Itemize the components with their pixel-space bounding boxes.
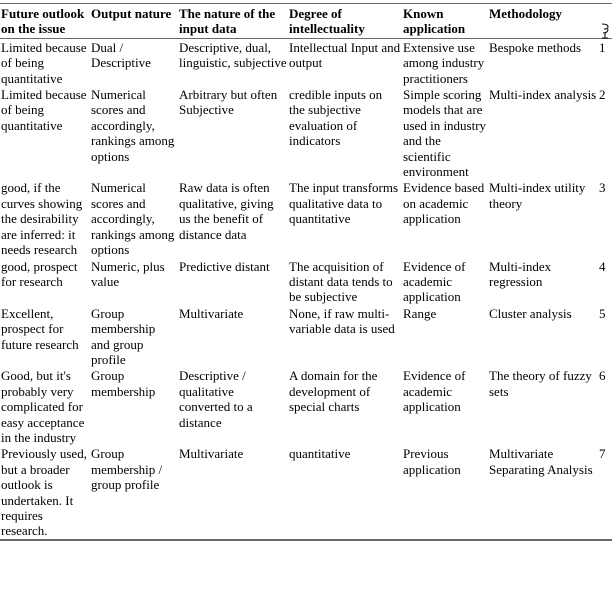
cell-input: Multivariate — [179, 305, 244, 321]
cell-output: Group membership — [91, 368, 156, 399]
cell-output: Numerical scores and accordingly, rankings among options — [91, 180, 175, 258]
header-row — [0, 4, 612, 39]
cell-intellectuality: A domain for the development of special charts — [289, 368, 378, 415]
cell-number: 2 — [599, 87, 606, 103]
cell-outlook: Excellent, prospect for future research — [1, 305, 79, 352]
cell-intellectuality: None, if raw multi-variable data is used — [289, 305, 395, 337]
cell-output: Numerical scores and accordingly, rankings among options — [91, 87, 175, 164]
cell-number: 4 — [599, 258, 606, 274]
cell-output: Dual / Descriptive — [91, 39, 151, 71]
cell-input: Descriptive, dual, linguistic, subjective — [179, 39, 287, 71]
cell-methodology: The theory of fuzzy sets — [489, 368, 592, 399]
row-number-glyph-icon — [600, 22, 610, 40]
cell-intellectuality: credible inputs on the subjective evaluation of indicators — [289, 87, 383, 149]
cell-intellectuality: The acquisition of distant data tends to be subjective — [289, 258, 393, 305]
cell-application: Evidence of academic application — [403, 258, 466, 305]
table-row — [0, 367, 612, 445]
cell-application: Previous application — [403, 446, 461, 477]
cell-methodology: Bespoke methods — [489, 39, 582, 55]
table-row — [0, 38, 612, 86]
cell-input: Raw data is often qualitative, giving us the benefit of distance data — [179, 180, 274, 242]
header-row-number — [599, 4, 612, 39]
cell-number: 6 — [599, 368, 606, 384]
header-input-data: The nature of the input data — [179, 6, 276, 37]
cell-application: Simple scoring models that are used in industry and the scientific environment — [403, 87, 487, 180]
cell-outlook: good, if the curves showing the desirability are inferred: it needs research — [1, 180, 83, 258]
cell-outlook: Limited because of being quantitative — [1, 87, 87, 133]
cell-output: Numeric, plus value — [91, 258, 165, 289]
table-row — [0, 179, 612, 257]
header-output-nature: Output nature — [91, 6, 172, 21]
cell-number: 1 — [599, 39, 606, 55]
cell-outlook: Limited because of being quantitative — [1, 39, 87, 86]
cell-outlook: good, prospect for research — [1, 258, 78, 289]
cell-methodology: Multi-index analysis — [489, 87, 597, 103]
cell-intellectuality: Intellectual Input and output — [289, 39, 401, 71]
methodology-comparison-table — [0, 3, 612, 541]
header-methodology: Methodology — [489, 6, 562, 21]
cell-input: Predictive distant — [179, 258, 270, 274]
cell-intellectuality: The input transforms qualitative data to quantitative — [289, 180, 399, 227]
cell-intellectuality: quantitative — [289, 446, 351, 462]
header-intellectuality: Degree of intellectuality — [289, 6, 365, 37]
cell-input: Multivariate — [179, 446, 244, 462]
cell-methodology: Multivariate Separating Analysis — [489, 446, 593, 477]
cell-application: Extensive use among industry practitioners — [403, 39, 485, 86]
cell-outlook: Previously used, but a broader outlook is undertaken. It requires research. — [1, 446, 87, 539]
table-row — [0, 86, 612, 179]
cell-input: Descriptive / qualitative converted to a distance — [179, 368, 253, 430]
table-header — [0, 4, 612, 39]
cell-application: Evidence of academic application — [403, 368, 466, 415]
cell-application: Evidence based on academic application — [403, 180, 485, 227]
table-row — [0, 305, 612, 368]
cell-output: Group membership / group profile — [91, 446, 163, 493]
cell-input: Arbitrary but often Subjective — [179, 87, 278, 118]
cell-application: Range — [403, 305, 437, 321]
table-row — [0, 445, 612, 539]
cell-methodology: Multi-index utility theory — [489, 180, 586, 211]
cell-number: 5 — [599, 305, 606, 321]
table-row — [0, 258, 612, 305]
cell-output: Group membership and group profile — [91, 305, 156, 367]
cell-outlook: Good, but it's probably very complicated for easy acceptance in the industry — [1, 368, 85, 445]
cell-number: 7 — [599, 446, 606, 462]
table-body — [0, 38, 612, 540]
cell-number: 3 — [599, 180, 606, 196]
cell-methodology: Multi-index regression — [489, 258, 552, 289]
comparison-table-container — [0, 3, 612, 541]
header-known-application: Known application — [403, 6, 466, 37]
cell-methodology: Cluster analysis — [489, 305, 572, 321]
header-future-outlook: Future outlook on the issue — [1, 6, 85, 37]
